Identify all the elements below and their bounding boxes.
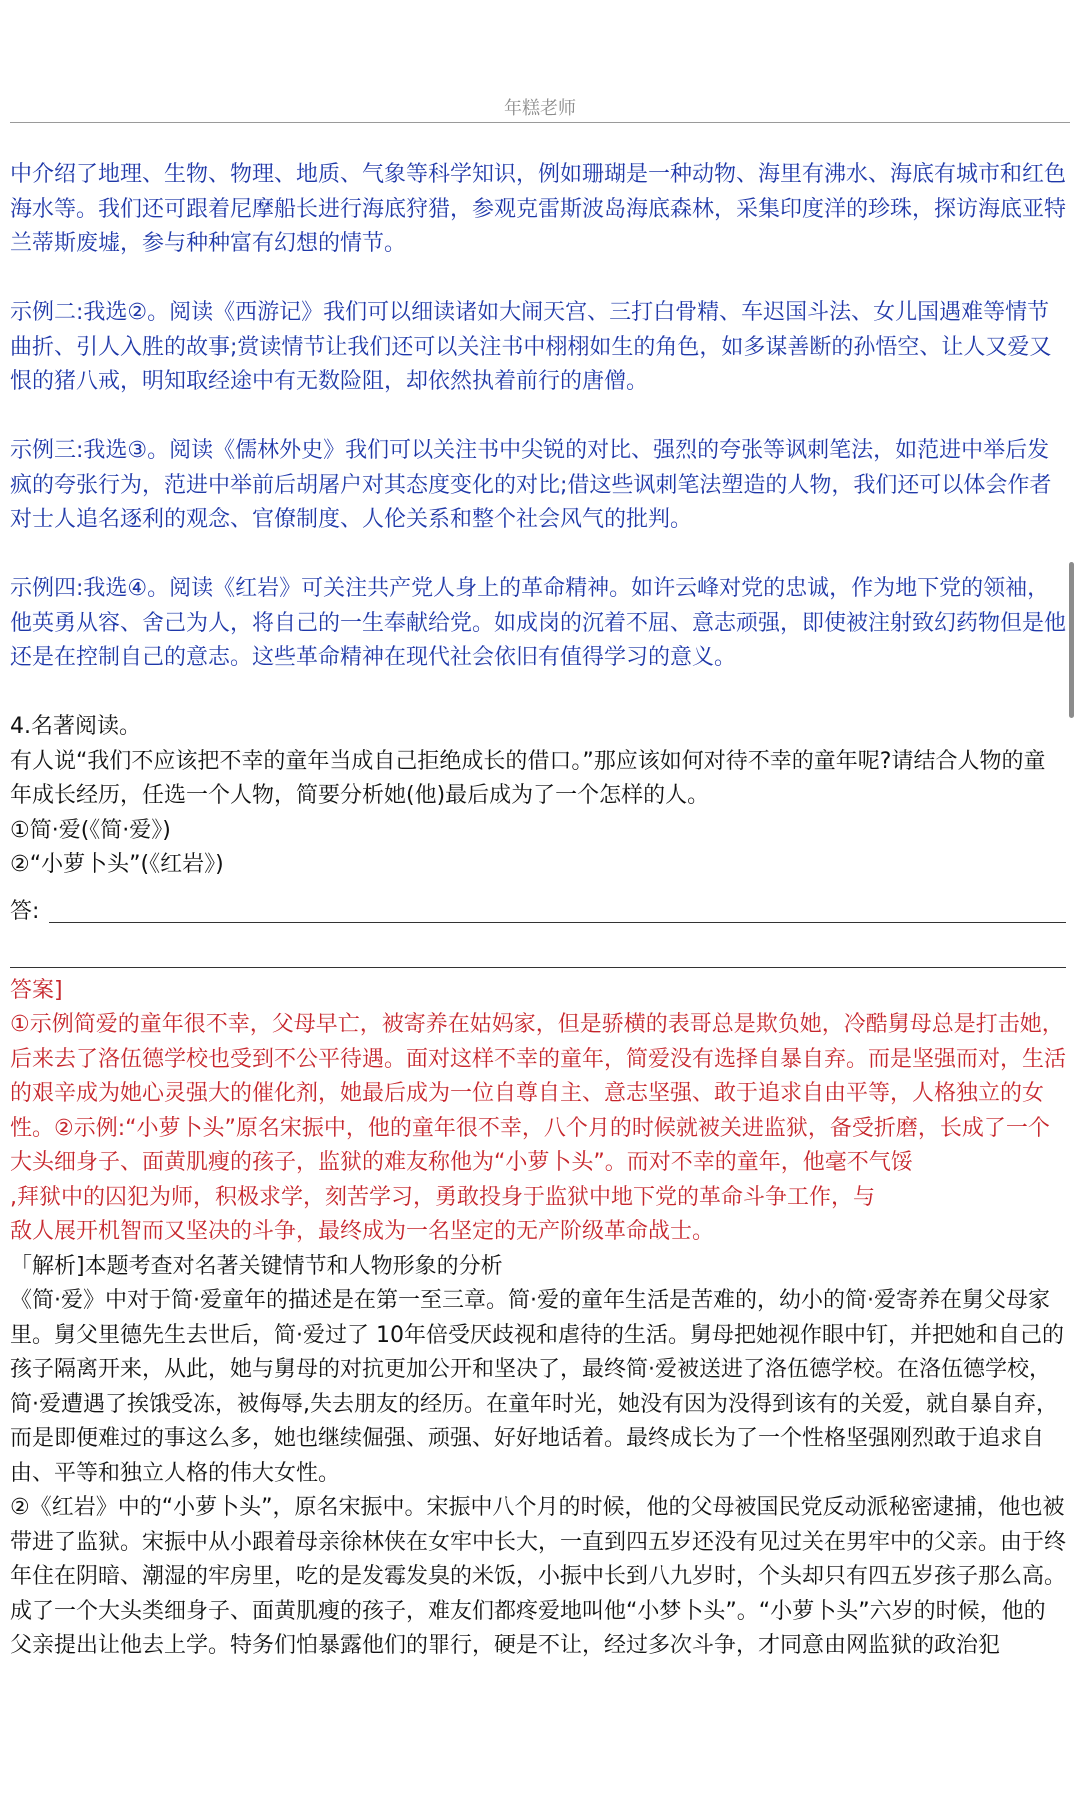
paragraph-gap — [10, 538, 1066, 573]
analysis-little-radish: ②《红岩》中的“小萝卜头”，原名宋振中。宋振中八个月的时候，他的父母被国民党反动派秘密逮捕，他也被带进了监狱。宋振中从小跟着母亲徐林侠在女牢中长大，一直到四五岁还没有见过关在男牢中的父亲。由于终年住在阴暗、潮湿的牢房里，吃的是发霉发臭的米饭，小振中长到八九岁时，个头却只有四五岁孩子那么高。成了一个大头类细身子、面黄肌瘦的孩子，难友们都疼爱地叫他“小梦卜头”。“小萝卜头”六岁的时候，他的父亲提出让他去上学。特务们怕暴露他们的罪行，硬是不让，经过多次斗争，才同意由网监狱的政治犯 — [10, 1495, 1067, 1658]
answer-input-row — [10, 887, 1066, 929]
question-option-2: ②“小萝卜头”(《红岩》) — [10, 852, 224, 877]
question-prompt: 有人说“我们不应该把不幸的童年当成自己拒绝成长的借口。”那应该如何对待不幸的童年呢?请结合人物的童年成长经历，任选一个人物，简要分析她(他)最后成为了一个怎样的人。 — [10, 748, 1046, 808]
answer-blank-line[interactable] — [49, 894, 1066, 923]
answer-divider — [10, 967, 1066, 968]
analysis-title: 「解析]本题考查对名著关键情节和人物形象的分析 — [10, 1253, 503, 1279]
header-divider — [10, 122, 1070, 123]
paragraph-gap — [10, 262, 1066, 297]
example-four: 示例四:我选④。阅读《红岩》可关注共产党人身上的革命精神。如许云峰对党的忠诚，作为地下党的领袖，他英勇从容、舍己为人，将自己的一生奉献给党。如成岗的沉着不屈、意志顽强，即使被注射致幻药物但是他还是在控制自己的意志。这些革命精神在现代社会依旧有值得学习的意义。 — [10, 576, 1067, 670]
answer-text-line-2: ,拜狱中的囚犯为师，积极求学，刻苦学习，勇敢投身于监狱中地下党的革命斗争工作，与 — [10, 1184, 875, 1210]
example-one-continued: 中介绍了地理、生物、物理、地质、气象等科学知识，例如珊瑚是一种动物、海里有沸水、海底有城市和红色海水等。我们还可跟着尼摩船长进行海底狩猎，参观克雷斯波岛海底森林，采集印度洋的珍珠，探访海底亚特兰蒂斯废墟，参与种种富有幻想的情节。 — [10, 162, 1067, 256]
example-two: 示例二:我选②。阅读《西游记》我们可以细读诸如大闹天宫、三打白骨精、车迟国斗法、女儿国遇难等情节曲折、引人入胜的故事;赏读情节让我们还可以关注书中栩栩如生的角色，如多谋善断的孙悟空、让人又爱又恨的猪八戒，明知取经途中有无数险阻，却依然执着前行的唐僧。 — [10, 300, 1052, 394]
question-option-1: ①简·爱(《简·爱》) — [10, 817, 171, 843]
page-header-title: 年糕老师 — [504, 98, 576, 119]
answer-heading: 答案] — [10, 977, 63, 1003]
answer-label: 答: — [10, 898, 40, 924]
document-body — [10, 158, 1066, 1664]
paragraph-gap — [10, 400, 1066, 435]
example-three: 示例三:我选③。阅读《儒林外史》我们可以关注书中尖锐的对比、强烈的夸张等讽刺笔法，如范进中举后发疯的夸张行为，范进中举前后胡屠户对其态度变化的对比;借这些讽刺笔法塑造的人物，我们还可以体会作者对士人追名逐利的观念、官僚制度、人伦关系和整个社会风气的批判。 — [10, 438, 1052, 532]
question-number-title: 4.名著阅读。 — [10, 714, 141, 739]
answer-text: ①示例简爱的童年很不幸，父母早亡，被寄养在姑妈家，但是骄横的表哥总是欺负她，冷酷舅母总是打击她，后来去了洛伍德学校也受到不公平待遇。面对这样不幸的童年，简爱没有选择自暴自弃。而是坚强而对，生活的艰辛成为她心灵强大的催化剂，她最后成为一位自尊自主、意志坚强、敢于追求自由平等，人格独立的女性。②示例:“小萝卜头”原名宋振中，他的童年很不幸，八个月的时候就被关进监狱，备受折磨，长成了一个大头细身子、面黄肌瘦的孩子，监狱的难友称他为“小萝卜头”。而对不幸的童年，他毫不气馁 — [10, 1012, 1067, 1175]
answer-text-line-3: 敌人展开机智而又坚决的斗争，最终成为一名坚定的无产阶级革命战士。 — [10, 1219, 715, 1244]
analysis-jane-eyre: 《简·爱》中对于简·爱童年的描述是在第一至三章。简·爱的童年生活是苦难的，幼小的简·爱寄养在舅父母家里。舅父里德先生去世后，简·爱过了 10年倍受厌歧视和虐待的生活。舅母把她视作眼中钉，并把她和自己的孩子隔离开来，从此，她与舅母的对抗更加公开和坚决了，最终简·爱被送进了洛伍德学校。在洛伍德学校，简·爱遭遇了挨饿受冻，被侮辱,失去朋友的经历。在童年时光，她没有因为没得到该有的关爱，就自暴自弃，而是即便难过的事这么多，她也继续倔强、顽强、好好地话着。最终成长为了一个性格坚强刚烈敢于追求自由、平等和独立人格的伟大女性。 — [10, 1288, 1064, 1486]
vertical-scrollbar-thumb[interactable] — [1069, 562, 1074, 718]
paragraph-gap — [10, 676, 1066, 711]
